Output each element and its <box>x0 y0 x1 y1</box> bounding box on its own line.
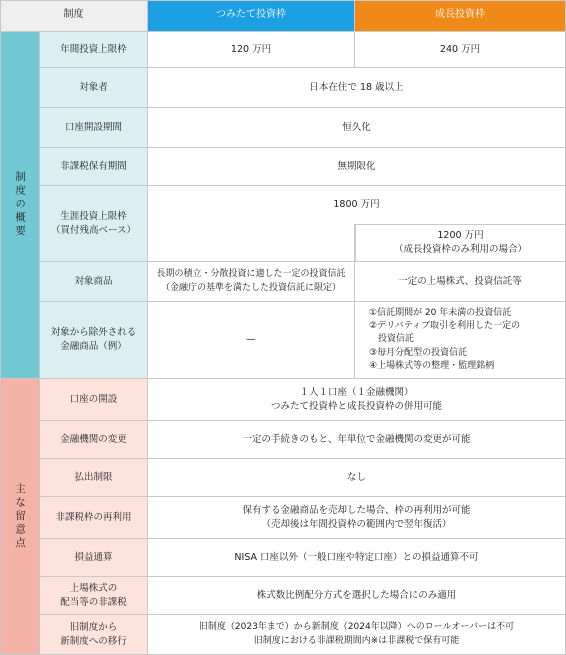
reuse-value: 保有する金融商品を売却した場合、枠の再利用が可能 （売却後は年間投資枠の範囲内で翌年復活） <box>148 497 566 539</box>
group-notes-label: 主な留意点 <box>14 482 27 551</box>
excluded-tsumitate: — <box>148 302 355 379</box>
account-period-value: 恒久化 <box>148 108 566 148</box>
label-holding-period: 非課税保有期間 <box>40 148 148 186</box>
label-opening: 口座の開設 <box>40 379 148 421</box>
label-reuse: 非課税枠の再利用 <box>40 497 148 539</box>
lifetime-limit-seicho: 1200 万円 （成長投資枠のみ利用の場合） <box>355 224 566 262</box>
loss-offset-value: NISA 口座以外（一般口座や特定口座）との損益通算不可 <box>148 539 566 577</box>
label-account-period: 口座開設期間 <box>40 108 148 148</box>
excluded-seicho: ①信託期間が 20 年未満の投資信託 ②デリバティブ取引を利用した一定の 投資信託 ③毎月分配型の投資信託 ④上場株式等の整理・監理銘柄 <box>355 302 566 379</box>
label-loss-offset: 損益通算 <box>40 539 148 577</box>
annual-limit-tsumitate: 120 万円 <box>148 32 355 68</box>
label-eligible: 対象者 <box>40 68 148 108</box>
group-notes <box>0 379 40 655</box>
lifetime-limit-tsumitate-blank <box>148 224 355 262</box>
label-products: 対象商品 <box>40 262 148 302</box>
eligible-value: 日本在住で 18 歳以上 <box>148 68 566 108</box>
label-annual-limit: 年間投資上限枠 <box>40 32 148 68</box>
label-dividends: 上場株式の 配当等の非課税 <box>40 577 148 615</box>
change-value: 一定の手続きのもと、年単位で金融機関の変更が可能 <box>148 421 566 459</box>
label-withdrawal: 払出制限 <box>40 459 148 497</box>
header-system: 制度 <box>0 0 148 32</box>
products-tsumitate: 長期の積立・分散投資に適した一定の投資信託 （金融庁の基準を満たした投資信託に限定） <box>148 262 355 302</box>
annual-limit-seicho: 240 万円 <box>355 32 566 68</box>
migration-value: 旧制度（2023年まで）から新制度（2024年以降）へのロールオーバーは不可 旧制度における非課税期間内※は非課税で保有可能 <box>148 615 566 655</box>
header-tsumitate: つみたて投資枠 <box>148 0 355 32</box>
group-overview-label: 制度の概要 <box>14 171 27 239</box>
label-migration: 旧制度から 新制度への移行 <box>40 615 148 655</box>
header-seicho: 成長投資枠 <box>355 0 566 32</box>
opening-value: １人１口座（１金融機関） つみたて投資枠と成長投資枠の併用可能 <box>148 379 566 421</box>
label-excluded: 対象から除外される 金融商品（例） <box>40 302 148 379</box>
group-overview <box>0 32 40 379</box>
label-lifetime-limit: 生涯投資上限枠 （買付残高ベース） <box>40 186 148 262</box>
lifetime-limit-total: 1800 万円 <box>148 186 566 224</box>
label-change: 金融機関の変更 <box>40 421 148 459</box>
withdrawal-value: なし <box>148 459 566 497</box>
dividends-value: 株式数比例配分方式を選択した場合にのみ適用 <box>148 577 566 615</box>
products-seicho: 一定の上場株式、投資信託等 <box>355 262 566 302</box>
holding-period-value: 無期限化 <box>148 148 566 186</box>
